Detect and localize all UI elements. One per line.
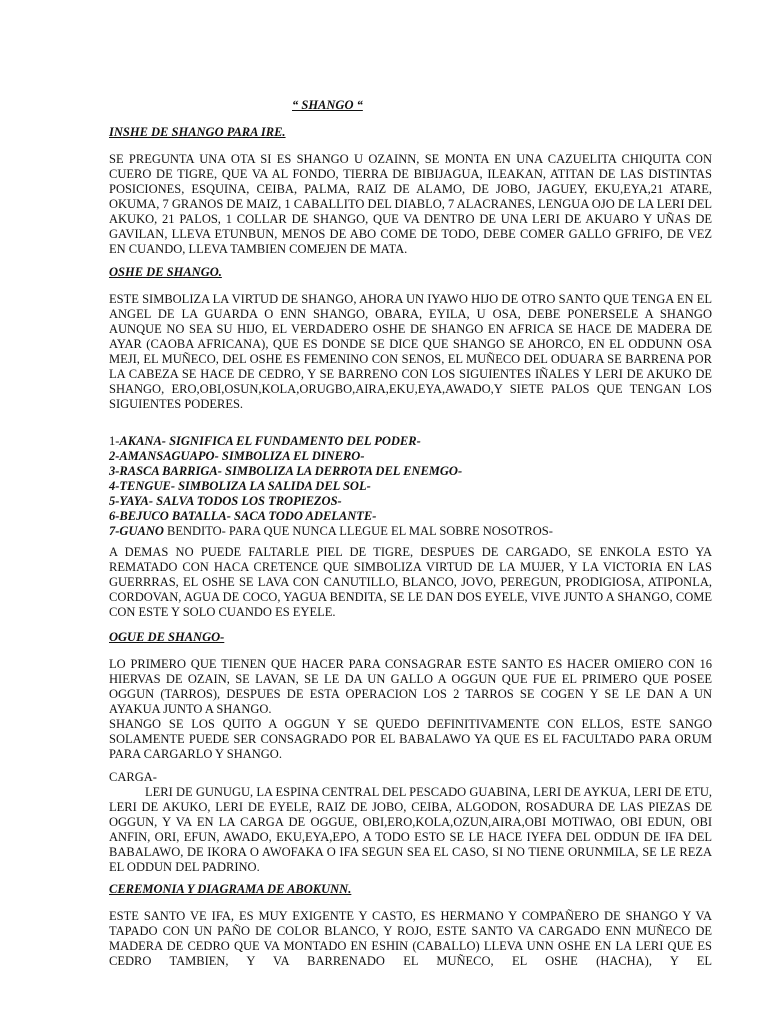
- section-heading: INSHE DE SHANGO PARA IRE.: [109, 125, 286, 139]
- section-oshe-after: [109, 545, 712, 620]
- paragraph: ESTE SIMBOLIZA LA VIRTUD DE SHANGO, AHORA UN IYAWO HIJO DE OTRO SANTO QUE TENGA EN EL ANGEL DE LA GUARDA O ENN SHANGO, OBARA, EYILA, U OSA, DEBE PONERSELE A SHANGO AUNQUE NO SEA SU HIJO, EL VERDADERO OSHE DE SHANGO EN AFRICA SE HACE DE MADERA DE AYAR (CAOBA AFRICANA), QUE ES DONDE SE DICE QUE SHANGO SE AHORCO, EN EL ODDUNN OSA MEJI, EL MUÑECO, DEL OSHE ES FEMENINO CON SENOS, EL MUÑECO DEL ODUARA SE BARRENA POR LA CABEZA SE HACE DE CEDRO, Y SE BARRENO CON LOS SIGUIENTES IÑALES Y LERI DE AKUKO DE SHANGO, ERO,OBI,OSUN,KOLA,ORUGBO,AIRA,EKU,EYA,AWADO,Y SIETE PALOS QUE TENGAN LOS SIGUIENTES PODERES.: [109, 292, 712, 411]
- section-heading: OSHE DE SHANGO.: [109, 265, 222, 279]
- section-ceremonia-body: [109, 909, 712, 969]
- list-item: 3-RASCA BARRIGA- SIMBOLIZA LA DERROTA DEL ENEMGO-: [109, 464, 463, 478]
- paragraph: A DEMAS NO PUEDE FALTARLE PIEL DE TIGRE, DESPUES DE CARGADO, SE ENKOLA ESTO YA REMATADO CON HACA CRETENCE QUE SIMBOLIZA VIRTUD DE LA MUJER, Y LA VICTORIA EN LAS GUERRRAS, EL OSHE SE LAVA CON CANUTILLO, BLANCO, JOVO, PEREGUN, PRODIGIOSA, ATIPONLA, CORDOVAN, AGUA DE COCO, YAGUA BENDITA, SE LE DAN DOS EYELE, VIVE JUNTO A SHANGO, COME CON ESTE Y SOLO CUANDO ES EYELE.: [109, 545, 712, 619]
- carga-text: LERI DE GUNUGU, LA ESPINA CENTRAL DEL PESCADO GUABINA, LERI DE AYKUA, LERI DE ETU, LERI DE AKUKO, LERI DE EYELE, RAIZ DE JOBO, CEIBA, ALGODON, ROSADURA DE LAS PIEZAS DE OGGUN, Y VA EN LA CARGA DE OGGUE, OBI,ERO,KOLA,OZUN,AIRA,OBI MOTIWAO, OBI EDUN, OBI ANFIN, ORI, EFUN, AWADO, EKU,EYA,EPO, A TODO ESTO SE LE HACE IYEFA DEL ODDUN DE IFA DEL BABALAWO, DE IKORA O AWOFAKA O IFA SEGUN SEA EL CASO, SI NO TIENE ORUNMILA, SE LE REZA EL ODDUN DEL PADRINO.: [109, 785, 712, 874]
- section-oshe-body: [109, 292, 712, 412]
- section-oshe: [109, 265, 712, 280]
- poderes-list: [109, 434, 712, 539]
- section-ogue-body: [109, 657, 712, 762]
- list-item: 2-AMANSAGUAPO- SIMBOLIZA EL DINERO-: [109, 449, 365, 463]
- section-heading: CEREMONIA Y DIAGRAMA DE ABOKUNN.: [109, 882, 352, 896]
- list-item: 5-YAYA- SALVA TODOS LOS TROPIEZOS-: [109, 494, 342, 508]
- paragraph: SHANGO SE LOS QUITO A OGGUN Y SE QUEDO DEFINITIVAMENTE CON ELLOS, ESTE SANGO SOLAMENTE PUEDE SER CONSAGRADO POR EL BABALAWO YA QUE ES EL FACULTADO PARA ORUM PARA CARGARLO Y SHANGO.: [109, 717, 712, 761]
- list-item: 7-GUANO BENDITO- PARA QUE NUNCA LLEGUE EL MAL SOBRE NOSOTROS-: [109, 524, 553, 538]
- section-inshe: [109, 125, 712, 140]
- section-heading: OGUE DE SHANGO-: [109, 630, 225, 644]
- carga-block: [109, 770, 712, 875]
- list-item: 6-BEJUCO BATALLA- SACA TODO ADELANTE-: [109, 509, 377, 523]
- paragraph: ESTE SANTO VE IFA, ES MUY EXIGENTE Y CASTO, ES HERMANO Y COMPAÑERO DE SHANGO Y VA TAPADO CON UN PAÑO DE COLOR BLANCO, Y ROJO, ESTE SANTO VA CARGADO ENN MUÑECO DE MADERA DE CEDRO QUE VA MONTADO EN ESHIN (CABALLO) LLEVA UNN OSHE EN LA LERI QUE ES CEDRO TAMBIEN, Y VA BARRENADO EL MUÑECO, EL OSHE (HACHA), Y EL: [109, 909, 712, 968]
- section-inshe-body: [109, 152, 712, 257]
- paragraph: LO PRIMERO QUE TIENEN QUE HACER PARA CONSAGRAR ESTE SANTO ES HACER OMIERO CON 16 HIERVAS DE OZAIN, SE LAVAN, SE LE DA UN GALLO A OGGUN QUE FUE EL PRIMERO QUE POSEE OGGUN (TARROS), DESPUES DE ESTA OPERACION LOS 2 TARROS SE COGEN Y SE LE DAN A UN AYAKUA JUNTO A SHANGO.: [109, 657, 712, 716]
- list-item: 4-TENGUE- SIMBOLIZA LA SALIDA DEL SOL-: [109, 479, 371, 493]
- section-ceremonia: [109, 882, 712, 897]
- list-item: 1-AKANA- SIGNIFICA EL FUNDAMENTO DEL PODER-: [109, 434, 421, 448]
- section-ogue: [109, 630, 712, 645]
- carga-label: CARGA-: [109, 770, 157, 784]
- paragraph: SE PREGUNTA UNA OTA SI ES SHANGO U OZAINN, SE MONTA EN UNA CAZUELITA CHIQUITA CON CUERO DE TIGRE, QUE VA AL FONDO, TIERRA DE BIBIJAGUA, ILEAKAN, ATITAN DE LAS DISTINTAS POSICIONES, ESQUINA, CEIBA, PALMA, RAIZ DE ALAMO, DE JOBO, JAGUEY, EKU,EYA,21 ATARE, OKUMA, 7 GRANOS DE MAIZ, 1 CABALLITO DEL DIABLO, 7 ALACRANES, LENGUA OJO DE LA LERI DEL AKUKO, 21 PALOS, 1 COLLAR DE SHANGO, QUE VA DENTRO DE UNA LERI DE AKUARO Y UÑAS DE GAVILAN, LLEVA ETUNBUN, MENOS DE ABO COME DE TODO, DEBE COMER GALLO GFRIFO, DE VEZ EN CUANDO, LLEVA TAMBIEN COMEJEN DE MATA.: [109, 152, 712, 256]
- document-title: “ SHANGO “: [292, 98, 363, 112]
